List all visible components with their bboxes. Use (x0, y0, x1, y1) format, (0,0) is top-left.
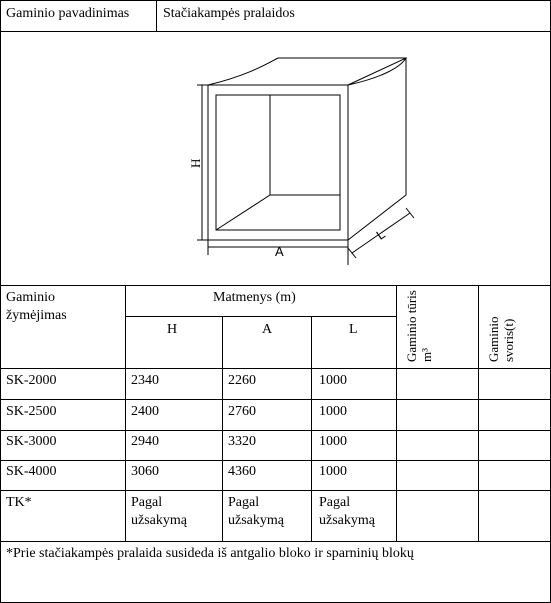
header-volume: Gaminio tūris m³ (404, 290, 434, 362)
row-4-h: 3060 (131, 464, 159, 479)
header-dimensions: Matmenys (m) (213, 290, 296, 305)
row-3-h: 2940 (131, 434, 159, 449)
header-h: H (167, 322, 178, 337)
row-1-h: 2340 (131, 373, 159, 388)
footnote: *Prie stačiakampės pralaida susideda iš antgalio bloko ir sparninių blokų (6, 546, 414, 561)
header-product-code: Gaminio žymėjimas (6, 290, 67, 323)
row-4-code: SK-4000 (6, 464, 57, 479)
product-name-label: Gaminio pavadinimas (6, 6, 130, 21)
dimension-label-l: L (373, 226, 388, 243)
product-name-value: Stačiakampės pralaidos (163, 6, 295, 21)
header-weight: Gaminio svoris(t) (486, 316, 516, 362)
header-a: A (262, 322, 273, 337)
header-l: L (349, 322, 358, 337)
row-5-a: Pagal užsakymą (228, 495, 284, 528)
dimension-label-h: H (188, 158, 203, 168)
row-4-a: 4360 (228, 464, 256, 479)
row-2-h: 2400 (131, 404, 159, 419)
row-1-l: 1000 (319, 373, 347, 388)
row-2-l: 1000 (319, 404, 347, 419)
row-3-code: SK-3000 (6, 434, 57, 449)
row-1-a: 2260 (228, 373, 256, 388)
dimension-label-a: A (275, 244, 284, 259)
row-5-code: TK* (6, 495, 32, 510)
row-1-code: SK-2000 (6, 373, 57, 388)
row-4-l: 1000 (319, 464, 347, 479)
row-2-code: SK-2500 (6, 404, 57, 419)
row-3-a: 3320 (228, 434, 256, 449)
row-5-h: Pagal užsakymą (131, 495, 187, 528)
row-2-a: 2760 (228, 404, 256, 419)
row-5-l: Pagal užsakymą (319, 495, 375, 528)
row-3-l: 1000 (319, 434, 347, 449)
